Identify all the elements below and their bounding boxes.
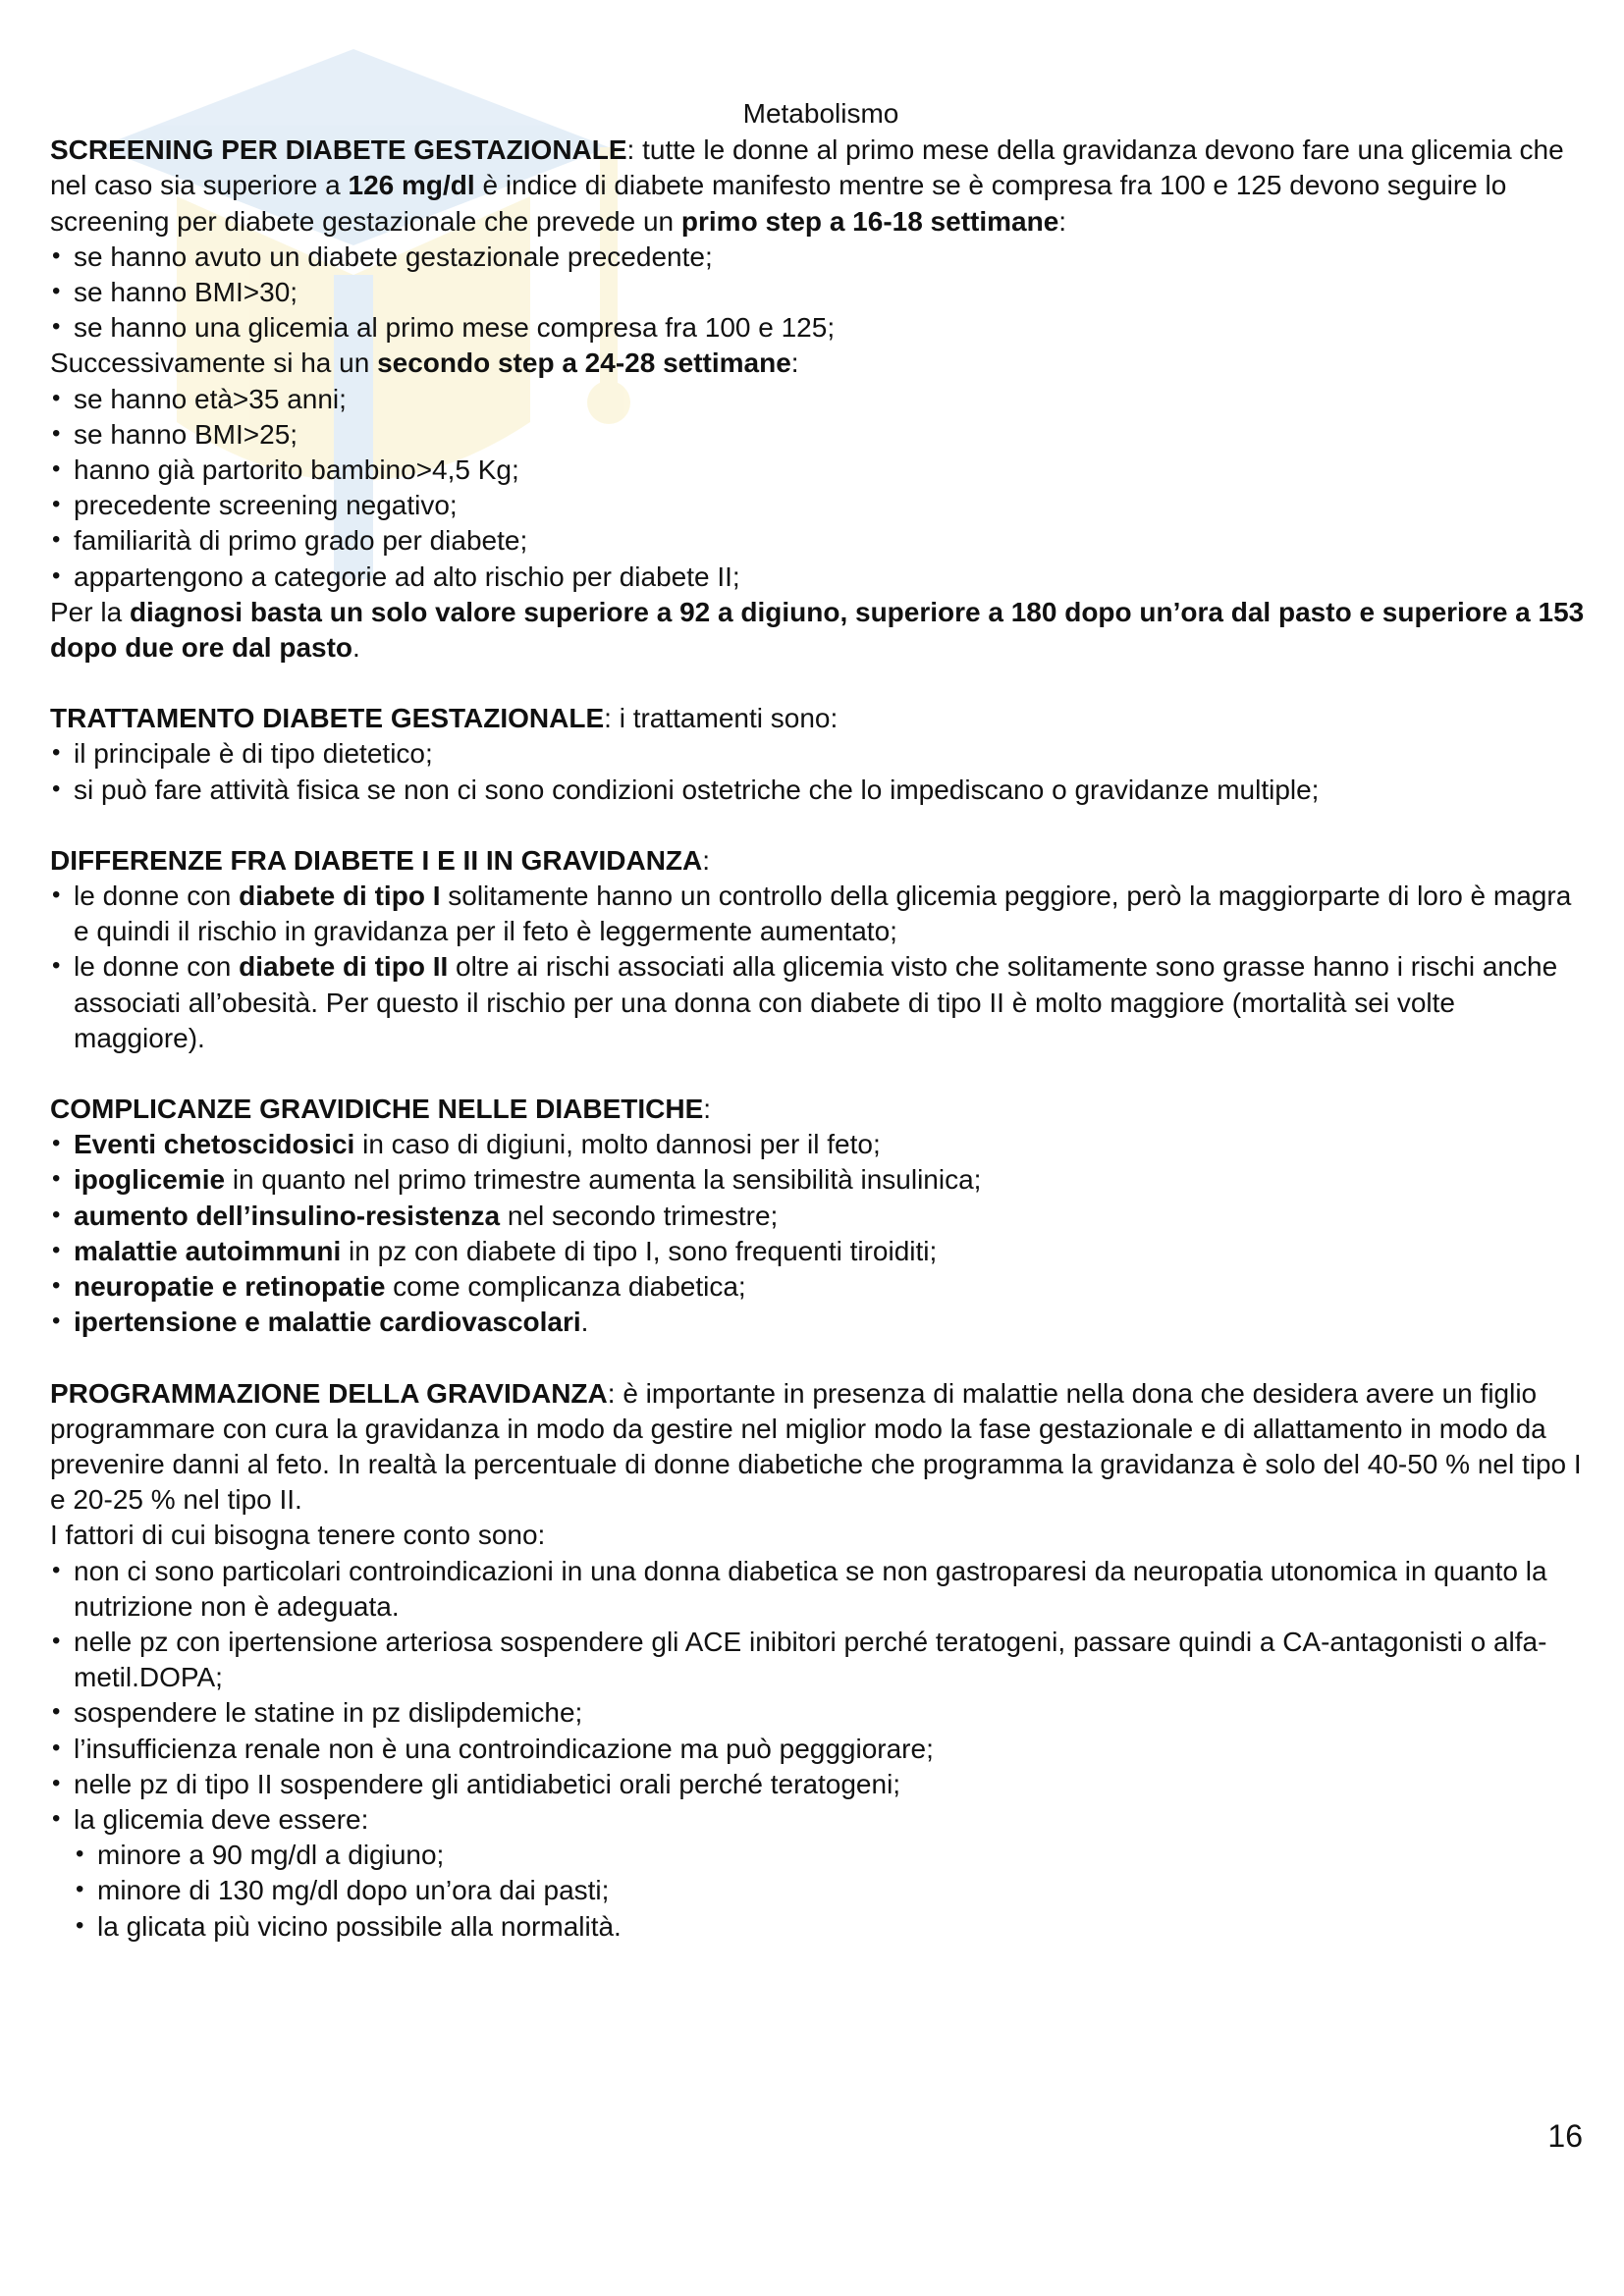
list-item: • neuropatie e retinopatie come complicanza diabetica; (50, 1269, 1592, 1305)
second-step-list (50, 382, 1592, 595)
list-item: • aumento dell’insulino-resistenza nel secondo trimestre; (50, 1199, 1592, 1234)
list-item: • se hanno una glicemia al primo mese compresa fra 100 e 125; (50, 310, 1592, 346)
list-item: • non ci sono particolari controindicazioni in una donna diabetica se non gastroparesi da neuropatia utonomica in quanto la nutrizione non è adeguata. (50, 1554, 1592, 1625)
second-step-intro: Successivamente si ha un secondo step a 24-28 settimane: (50, 347, 799, 379)
section-complications: COMPLICANZE GRAVIDICHE NELLE DIABETICHE: • Eventi chetoscidosici in caso di digiuni, molto dannosi per il feto; • ipoglicemie in quanto nel primo trimestre aumenta la sensibilità insulinica; • aumento dell’insulino-resistenza nel secondo trimestre; • malattie autoimmuni in pz con diabete di tipo I, sono frequenti tiroiditi; • neuropatie e retinopatie come complicanza diabetica; • ipertensione e malattie cardiovascolari. (50, 1092, 1592, 1340)
diagnosis-text: Per la diagnosi basta un solo valore superiore a 92 a digiuno, superiore a 180 dopo un’ora dal pasto e superiore a 153 dopo due ore dal pasto. (50, 596, 1585, 664)
list-item: • la glicemia deve essere: (50, 1802, 1592, 1838)
page-title: Metabolismo (742, 98, 899, 129)
list-item: • nelle pz con ipertensione arteriosa sospendere gli ACE inibitori perché teratogeni, passare quindi a CA-antagonisti o alfa-metil.DOPA; (50, 1625, 1592, 1695)
complications-heading: COMPLICANZE GRAVIDICHE NELLE DIABETICHE (50, 1094, 704, 1125)
treatment-list (50, 736, 1592, 807)
list-item: • familiarità di primo grado per diabete; (50, 523, 1592, 559)
list-item: • malattie autoimmuni in pz con diabete di tipo I, sono frequenti tiroiditi; (50, 1234, 1592, 1269)
list-item: • la glicata più vicino possibile alla normalità. (74, 1909, 1592, 1945)
list-item: • hanno già partorito bambino>4,5 Kg; (50, 453, 1592, 488)
list-item: • si può fare attività fisica se non ci sono condizioni ostetriche che lo impediscano o gravidanze multiple; (50, 773, 1592, 808)
section-treatment: TRATTAMENTO DIABETE GESTAZIONALE: i trattamenti sono: • il principale è di tipo dietetico; • si può fare attività fisica se non ci sono condizioni ostetriche che lo impediscano o gravidanze multiple; (50, 701, 1592, 808)
list-item: • se hanno età>35 anni; (50, 382, 1592, 417)
list-item: • le donne con diabete di tipo I solitamente hanno un controllo della glicemia peggiore, però la maggiorparte di loro è magra e quindi il rischio in gravidanza per il feto è leggermente aumentato; (50, 879, 1592, 949)
screening-intro: SCREENING PER DIABETE GESTAZIONALE: tutte le donne al primo mese della gravidanza devono fare una glicemia che nel caso sia superiore a 126 mg/dl è indice di diabete manifesto mentre se è compresa fra 100 e 125 devono seguire lo screening per diabete gestazionale che prevede un primo step a 16-18 settimane: (50, 134, 1564, 237)
list-item: • l’insufficienza renale non è una controindicazione ma può pegggiorare; (50, 1732, 1592, 1767)
planning-list (50, 1554, 1592, 1839)
glycemia-sublist (50, 1838, 1592, 1945)
complications-list (50, 1127, 1592, 1340)
list-item: • minore a 90 mg/dl a digiuno; (74, 1838, 1592, 1873)
section-differences: DIFFERENZE FRA DIABETE I E II IN GRAVIDANZA: • le donne con diabete di tipo I solitamente hanno un controllo della glicemia peggiore, però la maggiorparte di loro è magra e quindi il rischio in gravidanza per il feto è leggermente aumentato; • le donne con diabete di tipo II oltre ai rischi associati alla glicemia visto che solitamente sono grasse hanno i rischi anche associati all’obesità. Per questo il rischio per una donna con diabete di tipo II è molto maggiore (mortalità sei volte maggiore). (50, 843, 1592, 1056)
list-item: • ipertensione e malattie cardiovascolari. (50, 1305, 1592, 1340)
list-item: • precedente screening negativo; (50, 488, 1592, 523)
list-item: • sospendere le statine in pz dislipdemiche; (50, 1695, 1592, 1731)
list-item: • il principale è di tipo dietetico; (50, 736, 1592, 772)
list-item: • nelle pz di tipo II sospendere gli antidiabetici orali perché teratogeni; (50, 1767, 1592, 1802)
screening-heading: SCREENING PER DIABETE GESTAZIONALE (50, 134, 627, 166)
section-planning: PROGRAMMAZIONE DELLA GRAVIDANZA: è importante in presenza di malattie nella dona che desidera avere un figlio programmare con cura la gravidanza in modo da gestire nel miglior modo la fase gestazionale e di allattamento in modo da prevenire danni al feto. In realtà la percentuale di donne diabetiche che programma la gravidanza è solo del 40-50 % nel tipo I e 20-25 % nel tipo II. I fattori di cui bisogna tenere conto sono: • non ci sono particolari controindicazioni in una donna diabetica se non gastroparesi da neuropatia utonomica in quanto la nutrizione non è adeguata. • nelle pz con ipertensione arteriosa sospendere gli ACE inibitori perché teratogeni, passare quindi a CA-antagonisti o alfa-metil.DOPA; • sospendere le statine in pz dislipdemiche; • l’insufficienza renale non è una controindicazione ma può pegggiorare; • nelle pz di tipo II sospendere gli antidiabetici orali perché teratogeni; • la glicemia deve essere: • minore a 90 mg/dl a digiuno; • minore di 130 mg/dl dopo un’ora dai pasti; • la glicata più vicino possibile alla normalità. (50, 1376, 1592, 1945)
planning-heading: PROGRAMMAZIONE DELLA GRAVIDANZA (50, 1377, 608, 1409)
list-item: • Eventi chetoscidosici in caso di digiuni, molto dannosi per il feto; (50, 1127, 1592, 1162)
list-item: • minore di 130 mg/dl dopo un’ora dai pasti; (74, 1873, 1592, 1908)
list-item: • se hanno BMI>25; (50, 417, 1592, 453)
first-step-list (50, 240, 1592, 347)
list-item: • ipoglicemie in quanto nel primo trimestre aumenta la sensibilità insulinica; (50, 1162, 1592, 1198)
differences-list (50, 879, 1592, 1056)
differences-heading: DIFFERENZE FRA DIABETE I E II IN GRAVIDANZA (50, 844, 703, 876)
factors-intro: I fattori di cui bisogna tenere conto sono: (50, 1520, 546, 1551)
list-item: • se hanno avuto un diabete gestazionale precedente; (50, 240, 1592, 275)
page-number: 16 (1547, 2118, 1583, 2154)
list-item: • appartengono a categorie ad alto rischio per diabete II; (50, 560, 1592, 595)
section-screening (50, 133, 1592, 666)
list-item: • se hanno BMI>30; (50, 275, 1592, 310)
treatment-heading: TRATTAMENTO DIABETE GESTAZIONALE (50, 703, 605, 734)
list-item: • le donne con diabete di tipo II oltre ai rischi associati alla glicemia visto che solitamente sono grasse hanno i rischi anche associati all’obesità. Per questo il rischio per una donna con diabete di tipo II è molto maggiore (mortalità sei volte maggiore). (50, 949, 1592, 1056)
document-body (50, 96, 1592, 1945)
